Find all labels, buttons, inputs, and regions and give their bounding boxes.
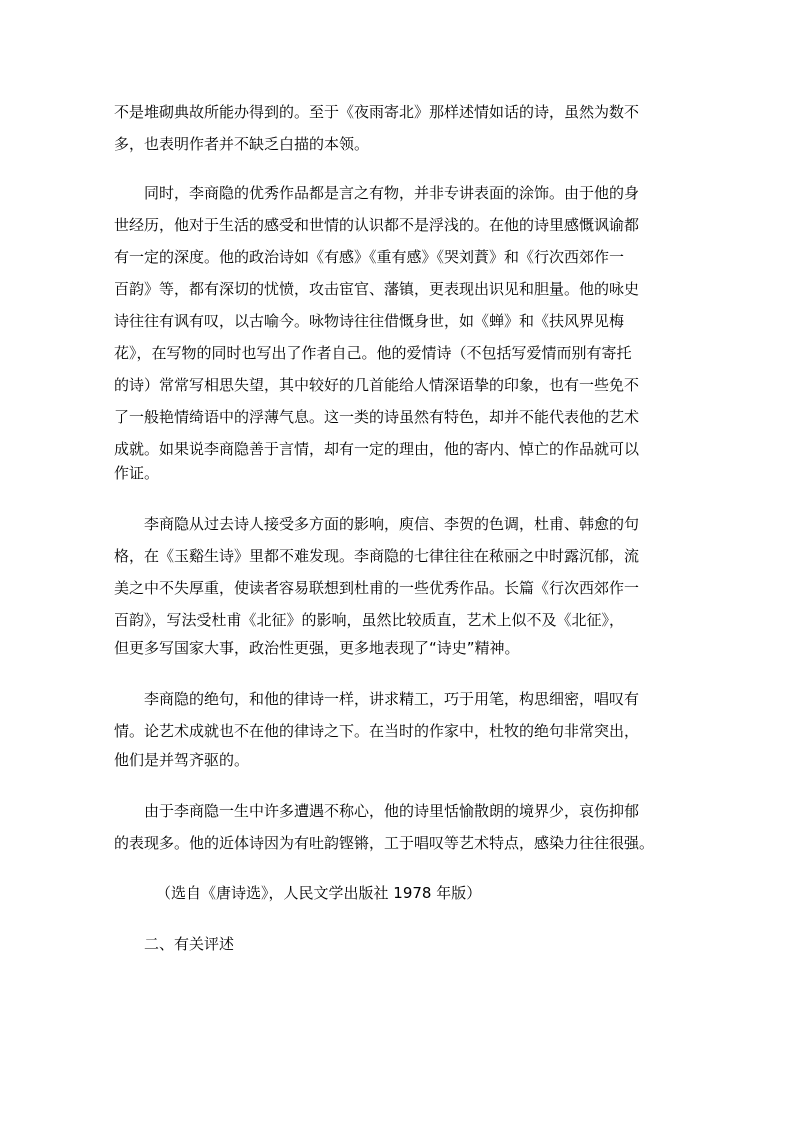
paragraph-line: 多，也表明作者并不缺乏白描的本领。	[114, 135, 370, 153]
paragraph-line: 他们是并驾齐驱的。	[114, 751, 250, 769]
paragraph-line: 格，在《玉谿生诗》里都不难发现。李商隐的七律往往在秾丽之中时露沉郁，流	[114, 547, 640, 565]
paragraph-line: 了一般艳情绮语中的浮薄气息。这一类的诗虽然有特色，却并不能代表他的艺术	[114, 408, 640, 426]
paragraph-line: 花》，在写物的同时也写出了作者自己。他的爱情诗（不包括写爱情而别有寄托	[114, 344, 632, 362]
paragraph-line: 诗往往有讽有叹，以古喻今。咏物诗往往借慨身世，如《蝉》和《扶风界见梅	[114, 312, 625, 330]
paragraph-line: 世经历，他对于生活的感受和世情的认识都不是浮浅的。在他的诗里感慨讽谕都	[114, 216, 640, 234]
paragraph-line: 的诗）常常写相思失望，其中较好的几首能给人情深语挚的印象，也有一些免不	[114, 376, 640, 394]
paragraph-line: 有一定的深度。他的政治诗如《有感》《重有感》《哭刘蕡》和《行次西郊作一	[114, 248, 625, 266]
paragraph-line: 成就。如果说李商隐善于言情，却有一定的理由，他的寄内、悼亡的作品就可以	[114, 440, 640, 458]
paragraph-line: 情。论艺术成就也不在他的律诗之下。在当时的作家中，杜牧的绝句非常突出，	[114, 722, 640, 740]
paragraph-line: 同时，李商隐的优秀作品都是言之有物，并非专讲表面的涂饰。由于他的身	[144, 184, 640, 202]
paragraph-line: 美之中不失厚重，使读者容易联想到杜甫的一些优秀作品。长篇《行次西郊作一	[114, 579, 640, 597]
section-heading: 二、有关评述	[144, 935, 235, 953]
paragraph-line: 李商隐的绝句，和他的律诗一样，讲求精工，巧于用笔，构思细密，唱叹有	[144, 690, 640, 708]
paragraph-line: 李商隐从过去诗人接受多方面的影响，庾信、李贺的色调，杜甫、韩愈的句	[144, 515, 640, 533]
paragraph-line: 作证。	[114, 464, 160, 482]
paragraph-line: 百韵》等，都有深切的忧愤，攻击宦官、藩镇，更表现出识见和胆量。他的咏史	[114, 280, 640, 298]
source-note: （选自《唐诗选》，人民文学出版社 1978 年版）	[156, 884, 482, 902]
paragraph-line: 由于李商隐一生中许多遭遇不称心，他的诗里恬愉散朗的境界少，哀伤抑郁	[144, 802, 640, 820]
paragraph-line: 的表现多。他的近体诗因为有吐韵铿锵，工于唱叹等艺术特点，感染力往往很强。	[114, 834, 655, 852]
paragraph-line: 但更多写国家大事，政治性更强，更多地表现了“诗史”精神。	[114, 639, 520, 657]
paragraph-line: 百韵》，写法受杜甫《北征》的影响，虽然比较质直，艺术上似不及《北征》，	[114, 611, 625, 629]
paragraph-line: 不是堆砌典故所能办得到的。至于《夜雨寄北》那样述情如话的诗，虽然为数不	[114, 103, 640, 121]
